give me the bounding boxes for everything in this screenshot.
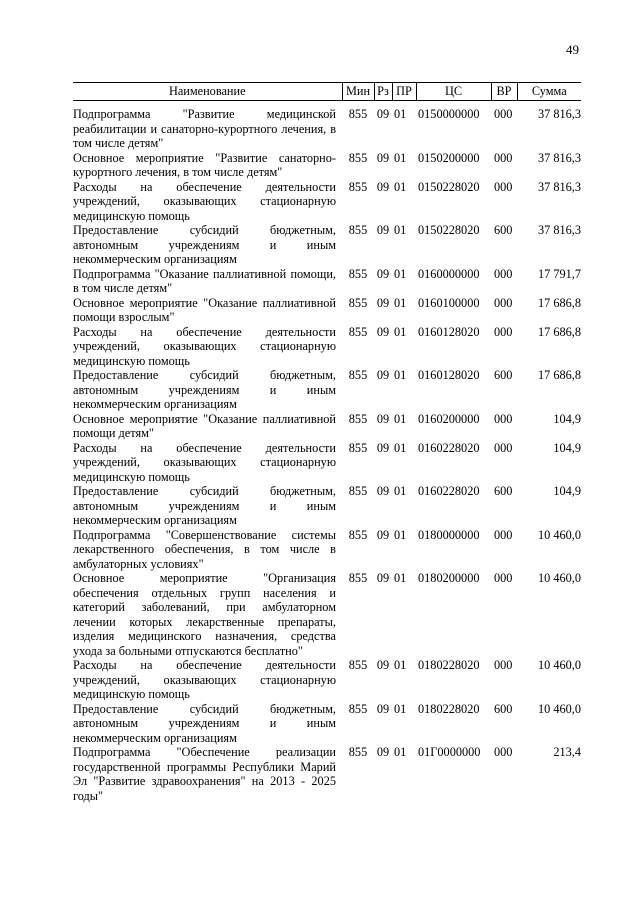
cell-sum: 10 460,0 xyxy=(537,527,581,542)
table-row xyxy=(73,151,581,180)
cell-vr: 600 xyxy=(494,223,513,237)
cell-vr: 000 xyxy=(494,527,513,542)
cell-rz: 09 xyxy=(376,745,390,759)
cell-rz: 09 xyxy=(376,107,390,121)
cell-rz: 09 xyxy=(376,411,390,426)
cell-vr: 000 xyxy=(494,571,513,585)
cell-sum: 37 816,3 xyxy=(537,179,581,194)
table-header xyxy=(73,83,581,101)
cell-pr: 01 xyxy=(394,107,407,121)
cell-sum: 213,4 xyxy=(553,745,581,759)
cell-min: 855 xyxy=(348,223,368,237)
cell-min: 855 xyxy=(348,527,368,542)
cell-sum: 37 816,3 xyxy=(537,223,581,237)
cell-vr: 000 xyxy=(494,745,513,759)
cell-vr: 000 xyxy=(494,179,513,194)
table-row xyxy=(73,412,581,441)
cell-rz: 09 xyxy=(376,701,390,716)
table-row xyxy=(73,571,581,658)
cell-cs: 0150228020 xyxy=(418,223,480,237)
table-row xyxy=(73,528,581,572)
cell-pr: 01 xyxy=(394,150,407,165)
header-vr: ВР xyxy=(491,83,517,101)
cell-sum: 17 686,8 xyxy=(537,295,581,310)
cell-sum: 17 686,8 xyxy=(537,368,581,382)
cell-name: Предоставление субсидий бюджетным, автономным учреждениям и иным некоммерческим организациям xyxy=(73,223,336,266)
cell-rz: 09 xyxy=(376,324,390,339)
cell-cs: 01Г0000000 xyxy=(418,745,481,759)
cell-name: Расходы на обеспечение деятельности учреждений, оказывающих стационарную медицинскую помощь xyxy=(73,658,336,701)
table-row xyxy=(73,368,581,412)
cell-cs: 0180200000 xyxy=(418,571,480,585)
cell-sum: 17 686,8 xyxy=(537,324,581,339)
cell-name: Основное мероприятие "Оказание паллиативной помощи детям" xyxy=(73,411,336,440)
cell-min: 855 xyxy=(348,179,368,194)
cell-min: 855 xyxy=(348,701,368,716)
header-name: Наименование xyxy=(73,83,342,101)
cell-name: Основное мероприятие "Развитие санаторно-курортного лечения, в том числе детям" xyxy=(73,150,336,179)
cell-pr: 01 xyxy=(394,324,407,339)
cell-min: 855 xyxy=(348,745,368,759)
cell-rz: 09 xyxy=(376,484,390,498)
cell-cs: 0150200000 xyxy=(418,150,480,165)
cell-rz: 09 xyxy=(376,223,390,237)
cell-min: 855 xyxy=(348,484,368,498)
cell-pr: 01 xyxy=(394,571,407,585)
cell-vr: 600 xyxy=(494,368,513,382)
cell-pr: 01 xyxy=(394,527,407,542)
cell-pr: 01 xyxy=(394,266,407,281)
cell-pr: 01 xyxy=(394,701,407,716)
table-row xyxy=(73,658,581,702)
cell-rz: 09 xyxy=(376,150,390,165)
cell-vr: 000 xyxy=(494,411,513,426)
cell-pr: 01 xyxy=(394,658,407,672)
cell-vr: 600 xyxy=(494,701,513,716)
cell-sum: 17 791,7 xyxy=(537,266,581,281)
cell-vr: 600 xyxy=(494,484,513,498)
cell-name: Подпрограмма "Оказание паллиативной помощи, в том числе детям" xyxy=(73,266,336,295)
cell-name: Подпрограмма "Совершенствование системы лекарственного обеспечения, в том числе в амбулаторных условиях" xyxy=(73,527,336,571)
cell-cs: 0180228020 xyxy=(418,701,480,716)
cell-rz: 09 xyxy=(376,179,390,194)
cell-min: 855 xyxy=(348,368,368,382)
cell-cs: 0160228020 xyxy=(418,440,480,455)
cell-min: 855 xyxy=(348,571,368,585)
cell-sum: 37 816,3 xyxy=(537,107,581,121)
cell-vr: 000 xyxy=(494,107,513,121)
cell-min: 855 xyxy=(348,295,368,310)
table-row xyxy=(73,101,581,151)
table-row xyxy=(73,325,581,369)
cell-sum: 10 460,0 xyxy=(537,658,581,672)
cell-rz: 09 xyxy=(376,527,390,542)
cell-pr: 01 xyxy=(394,223,407,237)
cell-min: 855 xyxy=(348,411,368,426)
header-cs: ЦС xyxy=(416,83,491,101)
cell-vr: 000 xyxy=(494,150,513,165)
cell-name: Предоставление субсидий бюджетным, автономным учреждениям и иным некоммерческим организациям xyxy=(73,368,336,411)
table-body xyxy=(73,101,581,804)
cell-name: Основное мероприятие "Оказание паллиативной помощи взрослым" xyxy=(73,295,336,324)
cell-vr: 000 xyxy=(494,658,513,672)
cell-name: Предоставление субсидий бюджетным, автономным учреждениям и иным некоммерческим организациям xyxy=(73,484,336,527)
cell-cs: 0160128020 xyxy=(418,324,480,339)
cell-name: Расходы на обеспечение деятельности учреждений, оказывающих стационарную медицинскую помощь xyxy=(73,179,336,223)
cell-cs: 0160128020 xyxy=(418,368,480,382)
cell-rz: 09 xyxy=(376,295,390,310)
cell-pr: 01 xyxy=(394,440,407,455)
cell-min: 855 xyxy=(348,107,368,121)
cell-cs: 0160228020 xyxy=(418,484,480,498)
table-row xyxy=(73,180,581,224)
cell-rz: 09 xyxy=(376,440,390,455)
cell-cs: 0180228020 xyxy=(418,658,480,672)
cell-cs: 0180000000 xyxy=(418,527,480,542)
cell-cs: 0150000000 xyxy=(418,107,480,121)
table-row xyxy=(73,223,581,267)
header-rz: Рз xyxy=(374,83,392,101)
cell-pr: 01 xyxy=(394,368,407,382)
cell-cs: 0150228020 xyxy=(418,179,480,194)
cell-pr: 01 xyxy=(394,745,407,759)
cell-name: Подпрограмма "Развитие медицинской реабилитации и санаторно-курортного лечения, в том числе детям" xyxy=(73,107,336,150)
cell-min: 855 xyxy=(348,266,368,281)
cell-min: 855 xyxy=(348,150,368,165)
table-row xyxy=(73,745,581,803)
cell-vr: 000 xyxy=(494,440,513,455)
cell-sum: 104,9 xyxy=(553,440,581,455)
cell-rz: 09 xyxy=(376,368,390,382)
table-row xyxy=(73,267,581,296)
cell-rz: 09 xyxy=(376,571,390,585)
cell-cs: 0160000000 xyxy=(418,266,480,281)
cell-min: 855 xyxy=(348,324,368,339)
cell-name: Подпрограмма "Обеспечение реализации государственной программы Республики Марий Эл "Развитие здравоохранения" на 2013 - 2025 годы" xyxy=(73,745,336,803)
cell-sum: 10 460,0 xyxy=(537,701,581,716)
table-row xyxy=(73,484,581,528)
cell-pr: 01 xyxy=(394,484,407,498)
header-pr: ПР xyxy=(392,83,416,101)
cell-name: Предоставление субсидий бюджетным, автономным учреждениям и иным некоммерческим организациям xyxy=(73,701,336,745)
cell-rz: 09 xyxy=(376,266,390,281)
header-sum: Сумма xyxy=(517,83,581,101)
cell-name: Основное мероприятие "Организация обеспечения отдельных групп населения и категорий заболеваний, при амбулаторном лечении которых лекарственные препараты, изделия медицинского назначения, средства ухода за больными отпускаются бесплатно" xyxy=(73,571,336,658)
cell-vr: 000 xyxy=(494,324,513,339)
cell-pr: 01 xyxy=(394,295,407,310)
cell-pr: 01 xyxy=(394,411,407,426)
cell-cs: 0160100000 xyxy=(418,295,480,310)
budget-table xyxy=(73,82,581,803)
cell-rz: 09 xyxy=(376,658,390,672)
cell-vr: 000 xyxy=(494,266,513,281)
cell-sum: 104,9 xyxy=(553,411,581,426)
cell-min: 855 xyxy=(348,658,368,672)
cell-cs: 0160200000 xyxy=(418,411,480,426)
cell-name: Расходы на обеспечение деятельности учреждений, оказывающих стационарную медицинскую помощь xyxy=(73,440,336,484)
cell-sum: 104,9 xyxy=(553,484,581,498)
cell-sum: 10 460,0 xyxy=(537,571,581,585)
cell-name: Расходы на обеспечение деятельности учреждений, оказывающих стационарную медицинскую помощь xyxy=(73,324,336,368)
header-min: Мин xyxy=(342,83,374,101)
table-row xyxy=(73,702,581,746)
table-row xyxy=(73,441,581,485)
cell-sum: 37 816,3 xyxy=(537,150,581,165)
cell-pr: 01 xyxy=(394,179,407,194)
table-row xyxy=(73,296,581,325)
cell-vr: 000 xyxy=(494,295,513,310)
page-number: 49 xyxy=(566,42,579,57)
cell-min: 855 xyxy=(348,440,368,455)
